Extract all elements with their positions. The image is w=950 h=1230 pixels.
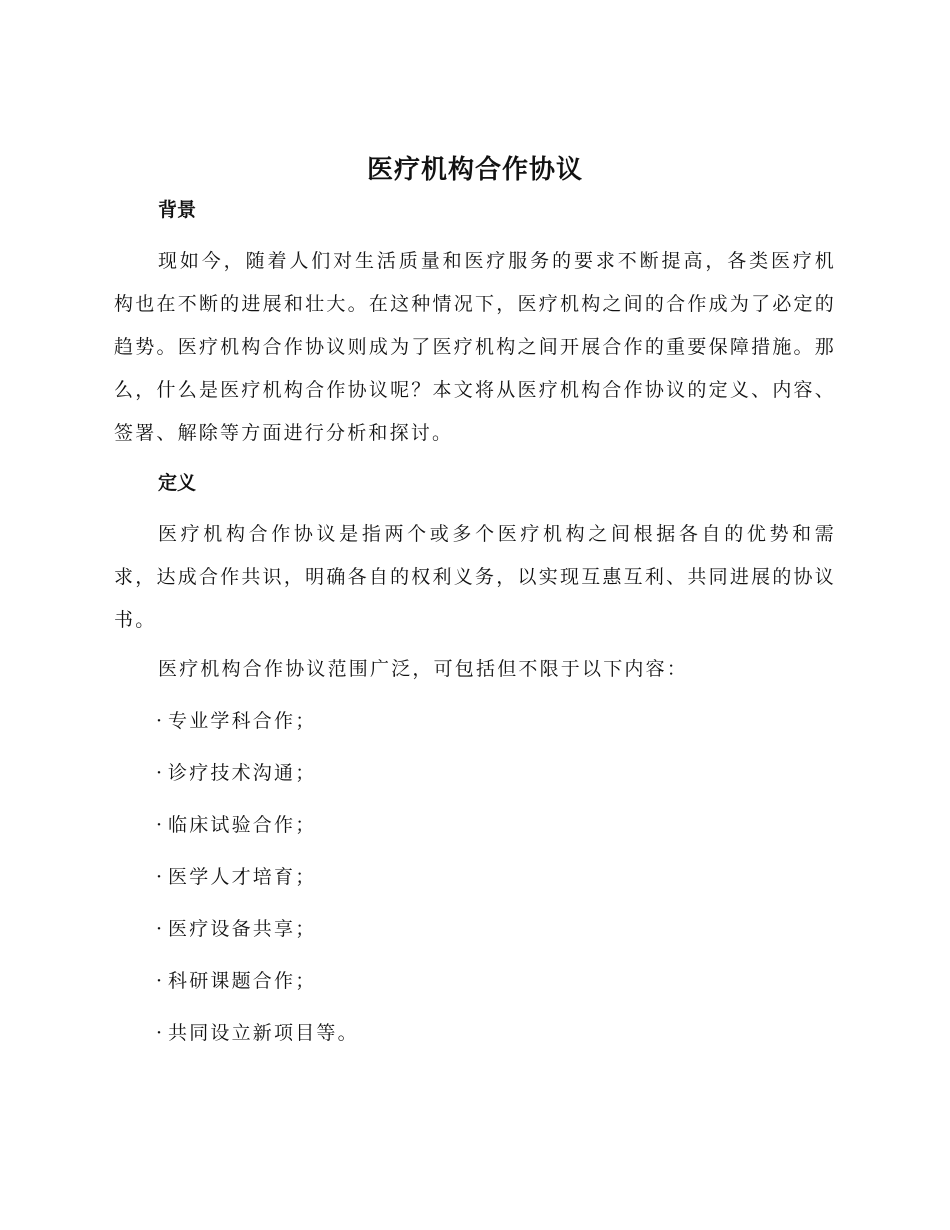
list-item-text: 共同设立新项目等。: [168, 1022, 359, 1044]
bullet-mark: ·: [156, 866, 165, 888]
document-title: 医疗机构合作协议: [366, 155, 583, 185]
list-item-text: 医学人才培育；: [168, 866, 317, 888]
list-item-text: 临床试验合作；: [168, 814, 317, 836]
bullet-mark: ·: [156, 1022, 165, 1044]
list-item-text: 诊疗技术沟通；: [168, 762, 317, 784]
list-item: [156, 908, 359, 960]
background-paragraph: 现如今，随着人们对生活质量和医疗服务的要求不断提高，各类医疗机构也在不断的进展和壮大。在这种情况下，医疗机构之间的合作成为了必定的趋势。医疗机构合作协议则成为了医疗机构之间开展合作的重要保障措施。那么，什么是医疗机构合作协议呢？本文将从医疗机构合作协议的定义、内容、签署、解除等方面进行分析和探讨。: [114, 250, 836, 444]
list-item: [156, 1012, 359, 1064]
bullet-mark: ·: [156, 970, 165, 992]
bullet-mark: ·: [156, 710, 165, 732]
definition-paragraph: 医疗机构合作协议是指两个或多个医疗机构之间根据各自的优势和需求，达成合作共识，明确各自的权利义务，以实现互惠互利、共同进展的协议书。: [114, 523, 836, 631]
list-item: [156, 856, 359, 908]
list-item-text: 专业学科合作；: [168, 710, 317, 732]
list-item: [156, 960, 359, 1012]
cooperation-scope-list: [156, 700, 359, 1064]
list-item: [156, 752, 359, 804]
list-item-text: 科研课题合作；: [168, 970, 317, 992]
list-item: [156, 804, 359, 856]
section-heading-definition: 定义: [158, 472, 197, 494]
section-heading-background: 背景: [158, 199, 197, 221]
bullet-mark: ·: [156, 918, 165, 940]
scope-intro-paragraph: 医疗机构合作协议范围广泛，可包括但不限于以下内容：: [158, 658, 689, 680]
bullet-mark: ·: [156, 814, 165, 836]
list-item: [156, 700, 359, 752]
bullet-mark: ·: [156, 762, 165, 784]
list-item-text: 医疗设备共享；: [168, 918, 317, 940]
